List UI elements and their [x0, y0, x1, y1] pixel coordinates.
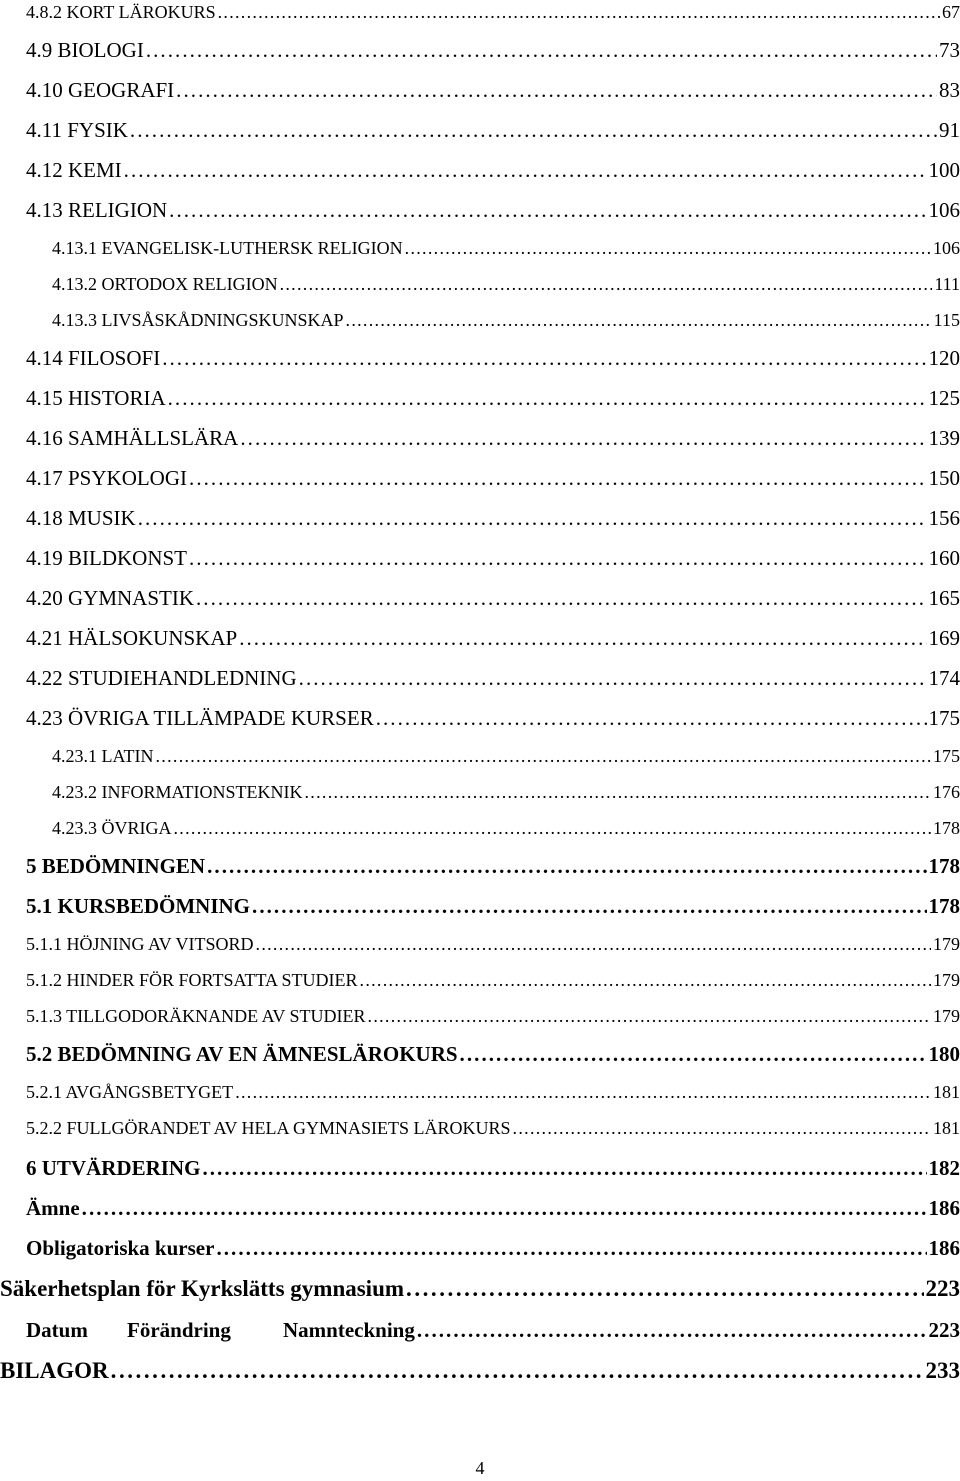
toc-leader-dots: [162, 346, 926, 371]
toc-entry-label: Säkerhetsplan för Kyrkslätts gymnasium: [0, 1276, 405, 1301]
toc-entry-page: 233: [925, 1358, 960, 1383]
toc-entry-label: 5.2.2 FULLGÖRANDET AV HELA GYMNASIETS LÄROKURS: [26, 1118, 511, 1138]
toc-entry-label: 4.8.2 KORT LÄROKURS: [26, 2, 216, 22]
toc-leader-dots: [360, 970, 931, 991]
toc-entry-label: 4.13.3 LIVSÅSKÅDNINGSKUNSKAP: [52, 310, 344, 330]
toc-leader-dots: [280, 274, 933, 295]
toc-entry-page: 125: [928, 386, 960, 410]
toc-entry-label: 4.12 KEMI: [26, 158, 122, 182]
toc-entry[interactable]: [0, 274, 960, 295]
toc-entry-page: 67: [942, 2, 960, 22]
toc-entry[interactable]: [0, 1006, 960, 1027]
toc-entry[interactable]: [0, 2, 960, 23]
toc-entry-page: 181: [933, 1082, 960, 1102]
toc-entry-page: 106: [933, 238, 960, 258]
toc-entry-label: BILAGOR: [0, 1358, 109, 1383]
toc-entry-page: 106: [928, 198, 960, 222]
toc-entry[interactable]: [0, 1318, 960, 1343]
toc-entry[interactable]: [0, 426, 960, 451]
page-number: 4: [475, 1458, 485, 1478]
toc-entry-page: 83: [939, 78, 960, 102]
toc-entry-page: 100: [928, 158, 960, 182]
toc-leader-dots: [111, 1358, 924, 1384]
toc-entry-label: 4.16 SAMHÄLLSLÄRA: [26, 426, 239, 450]
toc-entry-label: 4.23.2 INFORMATIONSTEKNIK: [52, 782, 303, 802]
toc-leader-dots: [252, 894, 926, 919]
toc-leader-dots: [460, 1042, 927, 1067]
toc-entry-label: 5.2.1 AVGÅNGSBETYGET: [26, 1082, 234, 1102]
toc-entry[interactable]: [0, 346, 960, 371]
toc-leader-dots: [513, 1118, 931, 1139]
toc-leader-dots: [256, 934, 931, 955]
toc-leader-dots: [174, 818, 932, 839]
toc-leader-dots: [189, 466, 926, 491]
toc-entry-page: 150: [928, 466, 960, 490]
toc-leader-dots: [176, 78, 937, 103]
toc-entry[interactable]: [0, 894, 960, 919]
toc-leader-dots: [240, 426, 926, 451]
toc-leader-dots: [169, 198, 926, 223]
toc-entry-page: 182: [928, 1156, 960, 1180]
toc-leader-dots: [189, 546, 927, 571]
toc-entry-label: Obligatoriska kurser: [26, 1236, 215, 1260]
toc-entry[interactable]: [0, 1082, 960, 1103]
toc-entry-label: 6 UTVÄRDERING: [26, 1156, 201, 1180]
toc-entry-label: 4.19 BILDKONST: [26, 546, 187, 570]
toc-leader-dots: [218, 2, 940, 23]
toc-entry-page: 111: [934, 274, 960, 294]
toc-entry-label-part: Namnteckning: [283, 1318, 415, 1342]
toc-entry-page: 175: [928, 706, 960, 730]
toc-entry-label: 4.13 RELIGION: [26, 198, 168, 222]
toc-entry-page: 174: [928, 666, 960, 690]
toc-entry-label: 5.1.3 TILLGODORÄKNANDE AV STUDIER: [26, 1006, 366, 1026]
toc-leader-dots: [207, 854, 926, 879]
toc-entry-label: 4.20 GYMNASTIK: [26, 586, 194, 610]
toc-leader-dots: [405, 238, 931, 259]
toc-leader-dots: [124, 158, 927, 183]
toc-entry[interactable]: [0, 782, 960, 803]
toc-entry-label: 4.23.1 LATIN: [52, 746, 154, 766]
toc-entry-page: 178: [933, 818, 960, 838]
toc-entry-page: 156: [928, 506, 960, 530]
toc-leader-dots: [146, 38, 937, 63]
toc-entry-label: 4.14 FILOSOFI: [26, 346, 161, 370]
toc-entry-page: 179: [933, 934, 960, 954]
toc-entry-label: Ämne: [26, 1196, 80, 1220]
toc-entry-page: 115: [933, 310, 960, 330]
toc-entry-label: 5.1.2 HINDER FÖR FORTSATTA STUDIER: [26, 970, 358, 990]
toc-entry-label: 4.9 BIOLOGI: [26, 38, 144, 62]
toc-entry-label: 4.11 FYSIK: [26, 118, 128, 142]
toc-leader-dots: [138, 506, 927, 531]
toc-leader-dots: [202, 1156, 926, 1181]
toc-leader-dots: [196, 586, 927, 611]
toc-entry-page: 160: [928, 546, 960, 570]
toc-entry[interactable]: [0, 38, 960, 63]
toc-entry[interactable]: [0, 626, 960, 651]
toc-entry-label: 4.18 MUSIK: [26, 506, 136, 530]
toc-entry[interactable]: [0, 1276, 960, 1302]
toc-leader-dots: [417, 1318, 927, 1343]
toc-entry-label: 4.13.2 ORTODOX RELIGION: [52, 274, 278, 294]
toc-entry-page: 120: [928, 346, 960, 370]
toc-entry[interactable]: [0, 706, 960, 731]
toc-entry[interactable]: [0, 506, 960, 531]
toc-entry[interactable]: [0, 466, 960, 491]
toc-entry-label: 4.23 ÖVRIGA TILLÄMPADE KURSER: [26, 706, 374, 730]
toc-entry[interactable]: [0, 310, 960, 331]
toc-entry-page: 179: [933, 970, 960, 990]
toc-leader-dots: [239, 626, 926, 651]
toc-entry-label: 4.21 HÄLSOKUNSKAP: [26, 626, 238, 650]
toc-entry-page: 186: [928, 1196, 960, 1220]
toc-entry-label: 5.1 KURSBEDÖMNING: [26, 894, 251, 918]
toc-leader-dots: [376, 706, 927, 731]
toc-entry[interactable]: [0, 238, 960, 259]
toc-leader-dots: [216, 1236, 926, 1261]
toc-entry-page: 139: [928, 426, 960, 450]
toc-entry-label: 5 BEDÖMNINGEN: [26, 854, 206, 878]
toc-entry[interactable]: [0, 1156, 960, 1181]
toc-entry[interactable]: [0, 586, 960, 611]
toc-entry[interactable]: [0, 386, 960, 411]
toc-entry[interactable]: [0, 818, 960, 839]
toc-entry[interactable]: [0, 666, 960, 691]
toc-entry[interactable]: [0, 1042, 960, 1067]
toc-entry-label-part: Förändring: [127, 1318, 231, 1342]
toc-entry-page: 176: [933, 782, 960, 802]
toc-entry[interactable]: [0, 1118, 960, 1139]
toc-entry-page: 181: [933, 1118, 960, 1138]
toc-entry-label: 4.13.1 EVANGELISK-LUTHERSK RELIGION: [52, 238, 403, 258]
toc-leader-dots: [235, 1082, 931, 1103]
toc-entry[interactable]: [0, 1236, 960, 1261]
toc-entry-label: [26, 1318, 415, 1343]
toc-entry[interactable]: [0, 158, 960, 183]
toc-entry-label: 4.22 STUDIEHANDLEDNING: [26, 666, 297, 690]
toc-entry[interactable]: [0, 1196, 960, 1221]
toc-leader-dots: [299, 666, 927, 691]
toc-entry-label: 4.15 HISTORIA: [26, 386, 166, 410]
toc-entry[interactable]: [0, 934, 960, 955]
toc-leader-dots: [406, 1276, 923, 1302]
toc-entry[interactable]: [0, 546, 960, 571]
toc-entry-page: 165: [928, 586, 960, 610]
toc-entry-page: 223: [928, 1318, 960, 1342]
toc-entry-page: 186: [928, 1236, 960, 1260]
toc-entry-label: 4.23.3 ÖVRIGA: [52, 818, 172, 838]
toc-entry-label: 4.17 PSYKOLOGI: [26, 466, 188, 490]
toc-entry[interactable]: [0, 118, 960, 143]
toc-entry-page: 175: [933, 746, 960, 766]
toc-entry-page: 223: [925, 1276, 960, 1301]
toc-entry-label: 5.1.1 HÖJNING AV VITSORD: [26, 934, 254, 954]
toc-leader-dots: [305, 782, 932, 803]
toc-leader-dots: [130, 118, 937, 143]
toc-entry-page: 180: [928, 1042, 960, 1066]
toc-entry-label-part: Datum: [26, 1318, 88, 1342]
toc-leader-dots: [82, 1196, 927, 1221]
toc-entry[interactable]: [0, 854, 960, 879]
toc-leader-dots: [156, 746, 932, 767]
toc-leader-dots: [368, 1006, 931, 1027]
toc-leader-dots: [346, 310, 932, 331]
toc-entry-page: 73: [939, 38, 960, 62]
toc-entry[interactable]: [0, 198, 960, 223]
toc-entry-label: 4.10 GEOGRAFI: [26, 78, 175, 102]
toc-entry-label: 5.2 BEDÖMNING AV EN ÄMNESLÄROKURS: [26, 1042, 458, 1066]
toc-entry[interactable]: [0, 970, 960, 991]
toc-entry-page: 179: [933, 1006, 960, 1026]
toc-entry-page: 169: [928, 626, 960, 650]
toc-entry-page: 178: [928, 854, 960, 878]
toc-leader-dots: [168, 386, 927, 411]
toc-entry-page: 178: [928, 894, 960, 918]
toc-entry-page: 91: [939, 118, 960, 142]
toc-entry[interactable]: [0, 78, 960, 103]
toc-entry[interactable]: [0, 746, 960, 767]
toc-entry[interactable]: [0, 1358, 960, 1384]
